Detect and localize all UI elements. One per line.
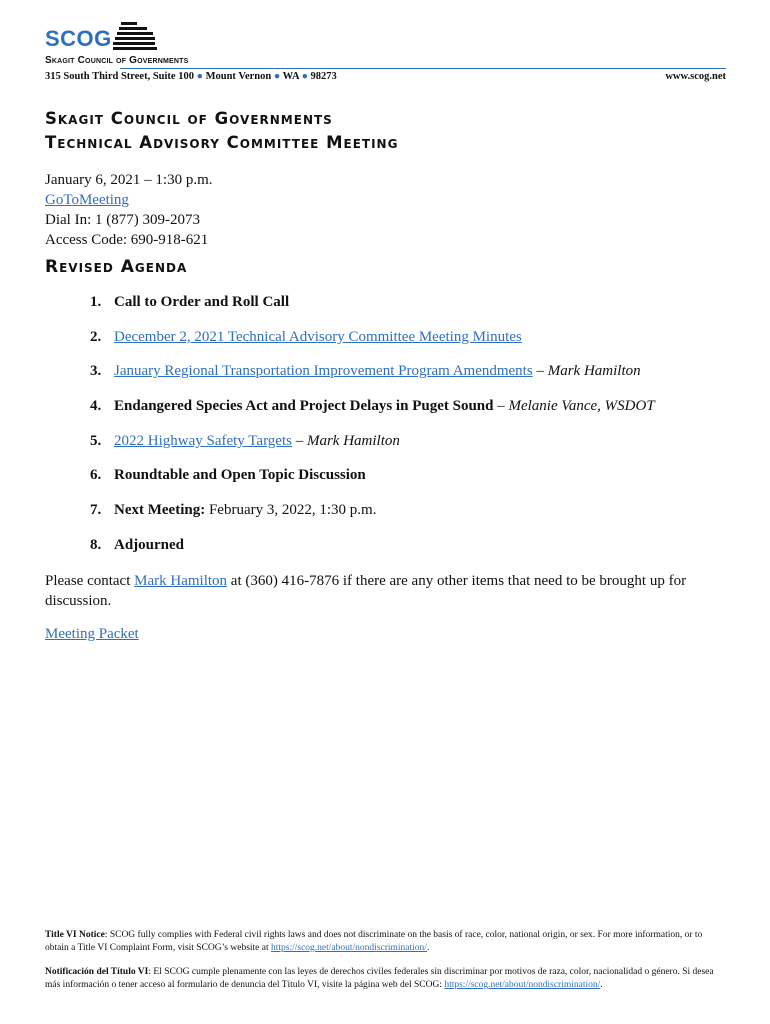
agenda-heading: Revised Agenda	[45, 257, 188, 277]
agenda-item: 8. Adjourned	[90, 536, 185, 553]
dial-in: Dial In: 1 (877) 309-2073	[45, 212, 200, 228]
agenda-list	[90, 294, 750, 572]
nondiscrimination-link-es[interactable]: https://scog.net/about/nondiscrimination/	[444, 980, 601, 990]
agenda-item: 2. December 2, 2021 Technical Advisory Committee Meeting Minutes	[90, 328, 522, 345]
meeting-date: January 6, 2021 – 1:30 p.m.	[45, 172, 213, 188]
logo-stripes-icon	[113, 20, 203, 52]
agenda-item: 3. January Regional Transportation Improvement Program Amendments – Mark Hamilton	[90, 363, 641, 380]
logo-text: SCOG	[45, 26, 112, 51]
agenda-item: 1. Call to Order and Roll Call	[90, 294, 290, 310]
contact-paragraph: Please contact Mark Hamilton at (360) 416-7876 if there are any other items that need to be brought up for discussion.	[45, 573, 687, 609]
website: www.scog.net	[665, 71, 726, 82]
agenda-item: 6. Roundtable and Open Topic Discussion	[90, 467, 366, 484]
org-subtitle: Skagit Council of Governments	[45, 55, 189, 66]
address-line	[45, 71, 726, 82]
access-code: Access Code: 690-918-621	[45, 232, 209, 248]
header-rule	[120, 68, 726, 69]
minutes-link[interactable]: December 2, 2021 Technical Advisory Committee Meeting Minutes	[114, 328, 522, 345]
safety-targets-link[interactable]: 2022 Highway Safety Targets	[114, 432, 292, 449]
meeting-packet	[45, 626, 139, 643]
agenda-item: 4. Endangered Species Act and Project Delays in Puget Sound – Melanie Vance, WSDOT	[90, 398, 655, 415]
title-line-2: Technical Advisory Committee Meeting	[45, 133, 399, 152]
agenda-item: 7. Next Meeting: February 3, 2022, 1:30 p.m.	[90, 502, 377, 519]
gotomeeting-link[interactable]: GoToMeeting	[45, 192, 129, 208]
document-title	[45, 107, 398, 155]
meeting-packet-link[interactable]: Meeting Packet	[45, 626, 139, 642]
title-line-1: Skagit Council of Governments	[45, 109, 333, 128]
tip-amendments-link[interactable]: January Regional Transportation Improvement Program Amendments	[114, 363, 533, 380]
title-vi-notice-es: Notificación del Título VI: El SCOG cumple plenamente con las leyes de derechos civiles federales sin discriminar por motivos de raza, color, nacionalidad o género. Si desea más información o tener acceso al formulario de denuncia del Título VI, visite la página web del SCOG: https://scog.net/about/nondiscrimination/.	[45, 967, 714, 990]
contact-name-link[interactable]: Mark Hamilton	[134, 573, 228, 589]
agenda-item: 5. 2022 Highway Safety Targets – Mark Hamilton	[90, 432, 400, 449]
nondiscrimination-link-en[interactable]: https://scog.net/about/nondiscrimination/	[271, 943, 427, 953]
address: 315 South Third Street, Suite 100 ● Mount Vernon ● WA ● 98273	[45, 71, 337, 82]
title-vi-notice: Title VI Notice: SCOG fully complies with Federal civil rights laws and does not discriminate on the basis of race, color, national origin, or sex. For more information, or to obtain a Title VI Complaint Form, visit SCOG’s website at https://scog.net/about/nondiscrimination/.	[45, 930, 703, 953]
meeting-info	[45, 170, 212, 250]
